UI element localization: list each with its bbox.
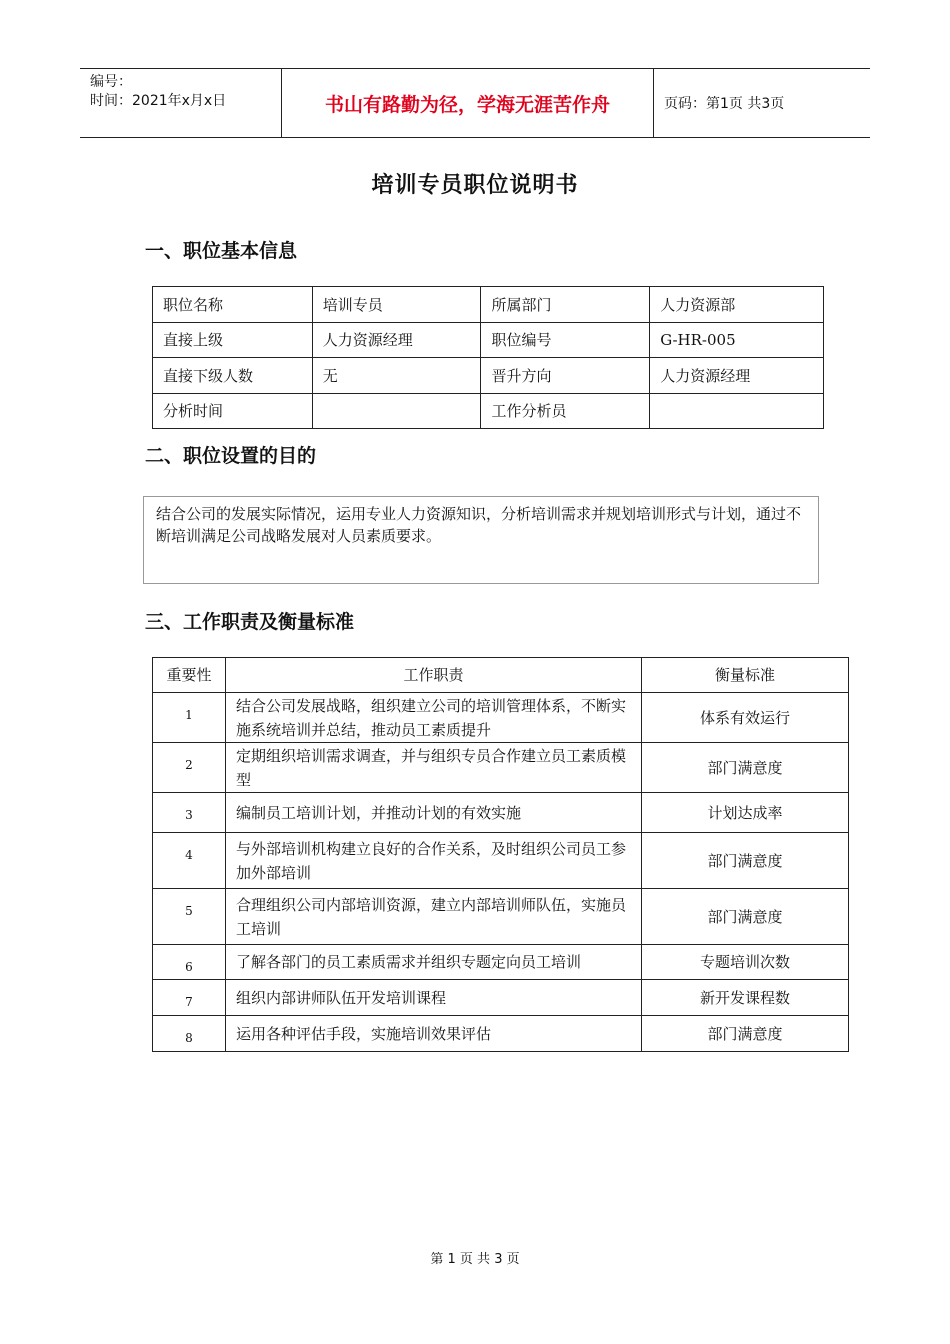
- table-row: [153, 889, 849, 945]
- standard-cell: 部门满意度: [642, 743, 849, 793]
- standard-cell: 部门满意度: [642, 889, 849, 945]
- importance-cell: 8: [153, 1016, 226, 1052]
- duty-cell: 了解各部门的员工素质需求并组织专题定向员工培训: [226, 945, 642, 980]
- info-label-cell: 直接下级人数: [153, 358, 313, 394]
- info-value-cell: 人力资源经理: [650, 358, 824, 394]
- info-value-cell: 无: [312, 358, 481, 394]
- standard-cell: 新开发课程数: [642, 980, 849, 1016]
- section-purpose-heading: 二、职位设置的目的: [145, 445, 317, 467]
- info-label-cell: 直接上级: [153, 322, 313, 358]
- info-value-cell: G-HR-005: [650, 322, 824, 358]
- importance-cell: 1: [153, 693, 226, 743]
- table-row: [153, 793, 849, 833]
- info-value-cell: [650, 393, 824, 429]
- duty-cell: 结合公司发展战略，组织建立公司的培训管理体系，不断实施系统培训并总结，推动员工素质提升: [226, 693, 642, 743]
- importance-cell: 3: [153, 793, 226, 833]
- info-label-cell: 所属部门: [481, 287, 650, 323]
- importance-cell: 5: [153, 889, 226, 945]
- table-row: [153, 393, 824, 429]
- header-motto: 书山有路勤为径，学海无涯苦作舟: [282, 69, 654, 137]
- duties-header-row: [153, 658, 849, 693]
- page-header: [80, 68, 870, 138]
- section-duties-heading: 三、工作职责及衡量标准: [145, 611, 355, 633]
- table-row: [153, 287, 824, 323]
- info-value-cell: [312, 393, 481, 429]
- table-row: [153, 833, 849, 889]
- info-value-cell: 人力资源经理: [312, 322, 481, 358]
- table-row: [153, 693, 849, 743]
- info-label-cell: 职位编号: [481, 322, 650, 358]
- info-label-cell: 分析时间: [153, 393, 313, 429]
- header-importance: 重要性: [153, 658, 226, 693]
- header-duty: 工作职责: [226, 658, 642, 693]
- info-label-cell: 晋升方向: [481, 358, 650, 394]
- standard-cell: 部门满意度: [642, 1016, 849, 1052]
- table-row: [153, 1016, 849, 1052]
- importance-cell: 7: [153, 980, 226, 1016]
- document-title: 培训专员职位说明书: [371, 172, 579, 198]
- duty-cell: 编制员工培训计划，并推动计划的有效实施: [226, 793, 642, 833]
- duties-table: [152, 657, 849, 1052]
- importance-cell: 4: [153, 833, 226, 889]
- purpose-text-box: 结合公司的发展实际情况，运用专业人力资源知识，分析培训需求并规划培训形式与计划，通过不断培训满足公司战略发展对人员素质要求。: [143, 496, 819, 584]
- header-page-info: 页码：第1页 共3页: [664, 96, 785, 112]
- header-meta: [80, 69, 282, 137]
- page-footer: 第 1 页 共 3 页: [430, 1252, 520, 1267]
- basic-info-table: [152, 286, 824, 429]
- document-number-label: 编号：: [90, 74, 132, 90]
- standard-cell: 计划达成率: [642, 793, 849, 833]
- header-standard: 衡量标准: [642, 658, 849, 693]
- table-row: [153, 743, 849, 793]
- importance-cell: 6: [153, 945, 226, 980]
- standard-cell: 专题培训次数: [642, 945, 849, 980]
- importance-cell: 2: [153, 743, 226, 793]
- standard-cell: 体系有效运行: [642, 693, 849, 743]
- duty-cell: 组织内部讲师队伍开发培训课程: [226, 980, 642, 1016]
- duty-cell: 合理组织公司内部培训资源，建立内部培训师队伍，实施员工培训: [226, 889, 642, 945]
- document-date: 时间：2021年x月x日: [90, 93, 227, 109]
- table-row: [153, 945, 849, 980]
- table-row: [153, 322, 824, 358]
- info-label-cell: 工作分析员: [481, 393, 650, 429]
- duty-cell: 运用各种评估手段，实施培训效果评估: [226, 1016, 642, 1052]
- info-value-cell: 培训专员: [312, 287, 481, 323]
- standard-cell: 部门满意度: [642, 833, 849, 889]
- duty-cell: 定期组织培训需求调查，并与组织专员合作建立员工素质模型: [226, 743, 642, 793]
- table-row: [153, 980, 849, 1016]
- info-label-cell: 职位名称: [153, 287, 313, 323]
- duty-cell: 与外部培训机构建立良好的合作关系，及时组织公司员工参加外部培训: [226, 833, 642, 889]
- section-basic-info-heading: 一、职位基本信息: [145, 240, 298, 262]
- info-value-cell: 人力资源部: [650, 287, 824, 323]
- table-row: [153, 358, 824, 394]
